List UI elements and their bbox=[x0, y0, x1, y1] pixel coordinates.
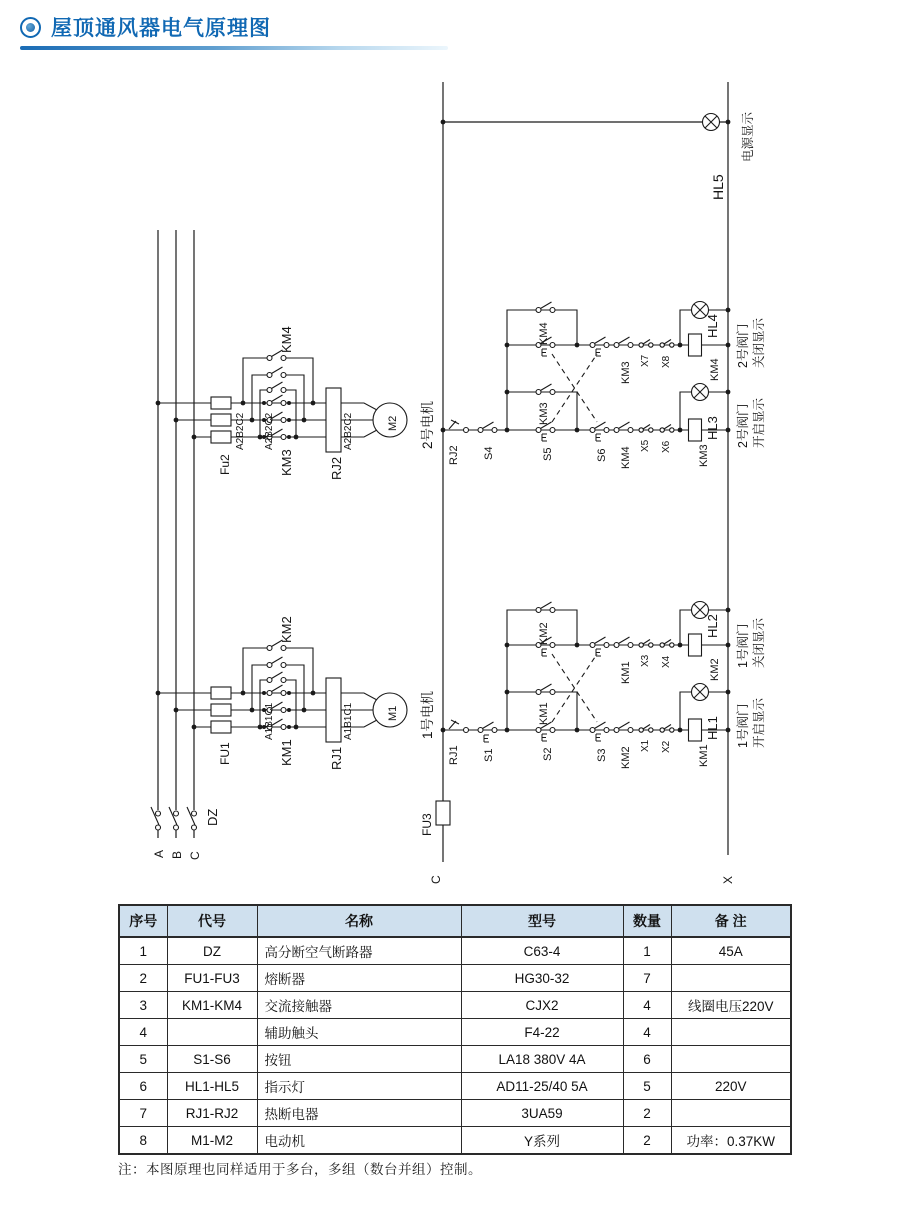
table-row: 7 RJ1-RJ2 热断电器 3UA59 2 bbox=[119, 1100, 791, 1127]
col-header-code: 代号 bbox=[167, 905, 257, 937]
label-km1-hold: KM1 bbox=[538, 702, 550, 725]
label-x1: X1 bbox=[640, 739, 651, 752]
label-km4-hold: KM4 bbox=[538, 322, 550, 345]
label-fu1: FU1 bbox=[218, 742, 232, 765]
label-s1: S1 bbox=[483, 748, 495, 762]
label-s6: S6 bbox=[596, 448, 608, 462]
label-motor2-id: M2 bbox=[387, 415, 399, 431]
table-row: 8 M1-M2 电动机 Y系列 2 功率：0.37KW bbox=[119, 1127, 791, 1155]
fu3-fuse bbox=[436, 801, 450, 825]
label-phase-a: A bbox=[152, 849, 166, 858]
table-row: 5 S1-S6 按钮 LA18 380V 4A 6 bbox=[119, 1046, 791, 1073]
col-header-index: 序号 bbox=[119, 905, 167, 937]
col-header-remark: 备 注 bbox=[671, 905, 791, 937]
label-x8: X8 bbox=[661, 355, 672, 368]
label-km1-power: KM1 bbox=[279, 739, 294, 766]
motor2-control-circuit bbox=[441, 302, 731, 442]
label-s5: S5 bbox=[542, 447, 554, 461]
label-hl5: HL5 bbox=[710, 174, 726, 200]
label-rj1-power: RJ1 bbox=[329, 746, 344, 770]
label-x3: X3 bbox=[640, 654, 651, 667]
caption-valve1-close-1: 1号阀门 bbox=[736, 623, 750, 668]
table-header-row bbox=[119, 905, 791, 937]
label-x7: X7 bbox=[640, 354, 651, 367]
label-km4-coil: KM4 bbox=[709, 358, 721, 381]
footnote: 注：本图原理也同样适用于多台，多组（数台并组）控制。 bbox=[118, 1162, 482, 1177]
caption-motor1: 1号电机 bbox=[420, 690, 435, 739]
col-header-qty: 数量 bbox=[623, 905, 671, 937]
label-hl1: HL1 bbox=[705, 716, 720, 740]
label-km3-hold: KM3 bbox=[538, 402, 550, 425]
label-hl4: HL4 bbox=[705, 314, 720, 338]
caption-valve1-open-2: 开启显示 bbox=[752, 697, 766, 748]
motor1-power-branch bbox=[156, 640, 407, 742]
label-km2-hold: KM2 bbox=[538, 622, 550, 645]
wire-label-m2-1: A2B2C2 bbox=[235, 412, 246, 450]
label-x5: X5 bbox=[640, 439, 651, 452]
table-row: 6 HL1-HL5 指示灯 AD11-25/40 5A 5 220V bbox=[119, 1073, 791, 1100]
wire-label-m1-1: A1B1C1 bbox=[264, 702, 275, 740]
caption-valve2-open-2: 开启显示 bbox=[752, 397, 766, 448]
col-header-name: 名称 bbox=[257, 905, 461, 937]
label-km2-nc: KM2 bbox=[620, 746, 632, 769]
label-hl3: HL3 bbox=[705, 416, 720, 440]
page-title: 屋顶通风器电气原理图 bbox=[51, 17, 271, 40]
label-s3: S3 bbox=[596, 748, 608, 762]
label-hl2: HL2 bbox=[705, 614, 720, 638]
caption-valve1-open-1: 1号阀门 bbox=[736, 703, 750, 748]
caption-valve2-close-1: 2号阀门 bbox=[736, 323, 750, 368]
label-km2-coil: KM2 bbox=[709, 658, 721, 681]
label-rj1-ctrl: RJ1 bbox=[448, 745, 460, 765]
label-km4-nc: KM4 bbox=[620, 446, 632, 469]
caption-valve2-open-1: 2号阀门 bbox=[736, 403, 750, 448]
label-x2: X2 bbox=[661, 740, 672, 753]
label-km1-nc: KM1 bbox=[620, 661, 632, 684]
table-row: 4 辅助触头 F4-22 4 bbox=[119, 1019, 791, 1046]
label-km3-nc: KM3 bbox=[620, 361, 632, 384]
wire-label-m1-2: A1B1C1 bbox=[343, 702, 354, 740]
components-table bbox=[118, 904, 790, 1155]
table-row: 1 DZ 高分断空气断路器 C63-4 1 45A bbox=[119, 937, 791, 965]
label-km2-power: KM2 bbox=[279, 616, 294, 643]
label-km3-coil: KM3 bbox=[698, 444, 710, 467]
label-motor1-id: M1 bbox=[387, 705, 399, 721]
label-phase-c: C bbox=[188, 851, 202, 860]
col-header-model: 型号 bbox=[461, 905, 623, 937]
label-bus-x: X bbox=[721, 875, 735, 884]
label-bus-c: C bbox=[429, 875, 443, 884]
label-rj2-power: RJ2 bbox=[329, 456, 344, 480]
label-fu2: Fu2 bbox=[218, 454, 232, 475]
label-km3-power: KM3 bbox=[279, 449, 294, 476]
caption-power-display: 电源显示 bbox=[741, 111, 755, 162]
wire-label-m2-2: A2B2C2 bbox=[264, 412, 275, 450]
label-rj2-ctrl: RJ2 bbox=[448, 445, 460, 465]
label-fu3: FU3 bbox=[420, 813, 434, 836]
label-s2: S2 bbox=[542, 747, 554, 761]
label-phase-b: B bbox=[170, 850, 184, 859]
table-row: 3 KM1-KM4 交流接触器 CJX2 4 线圈电压220V bbox=[119, 992, 791, 1019]
motor2-power-branch bbox=[156, 350, 407, 452]
s1-actuator bbox=[484, 735, 489, 742]
label-s4: S4 bbox=[483, 446, 495, 460]
wire-label-m2-3: A2B2C2 bbox=[343, 412, 354, 450]
dz-breaker bbox=[151, 807, 197, 830]
caption-valve2-close-2: 关闭显示 bbox=[752, 317, 766, 368]
label-x4: X4 bbox=[661, 655, 672, 668]
label-km4-power: KM4 bbox=[279, 326, 294, 353]
caption-valve1-close-2: 关闭显示 bbox=[752, 617, 766, 668]
hl5-lamp bbox=[703, 114, 720, 131]
label-x6: X6 bbox=[661, 440, 672, 453]
table-row: 2 FU1-FU3 熔断器 HG30-32 7 bbox=[119, 965, 791, 992]
motor1-control-circuit bbox=[441, 602, 731, 742]
diagram-labels bbox=[152, 111, 766, 884]
label-km1-coil: KM1 bbox=[698, 744, 710, 767]
label-dz: DZ bbox=[205, 808, 220, 826]
caption-motor2: 2号电机 bbox=[420, 400, 435, 449]
